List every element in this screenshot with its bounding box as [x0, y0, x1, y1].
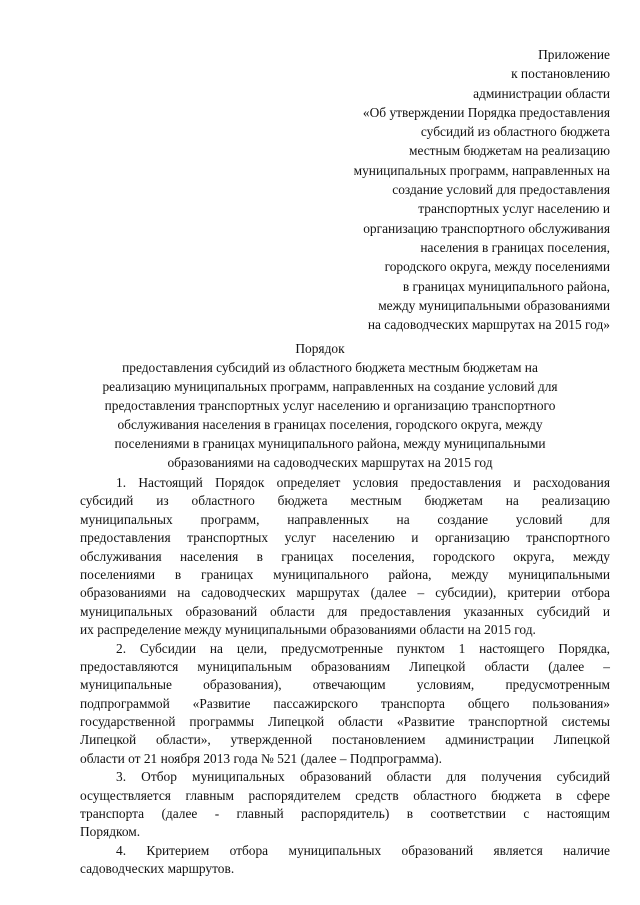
paragraph-line: предоставляются муниципальным образованиям Липецкой области (далее –	[80, 658, 610, 674]
subtitle-line: реализацию муниципальных программ, направленных на создание условий для	[102, 379, 558, 394]
paragraph-line: муниципальных программ, направленных на создание условий для	[80, 511, 610, 527]
paragraph-line: области от 21 ноября 2013 года № 521 (далее – Подпрограмма).	[80, 750, 442, 766]
appendix-line: «Об утверждении Порядка предоставления	[362, 104, 610, 120]
subtitle-line: предоставления субсидий из областного бюджета местным бюджетам на	[122, 360, 538, 375]
paragraph-line: муниципальных образований области для предоставления указанных субсидий и	[80, 603, 610, 619]
paragraph-line: осуществляется главным распорядителем средств областного бюджета в сфере	[80, 787, 610, 803]
appendix-line: муниципальных программ, направленных на	[353, 162, 610, 178]
appendix-line: местным бюджетам на реализацию	[408, 143, 610, 159]
appendix-line: администрации области	[473, 85, 610, 101]
paragraph-line: государственной программы Липецкой области «Развитие транспортной системы	[80, 714, 610, 730]
paragraph-line: Порядком.	[80, 824, 141, 840]
appendix-line: городского округа, между поселениями	[384, 259, 610, 275]
paragraph-line: образованиями на садоводческих маршрутах (далее – субсидии), критерии отбора	[80, 585, 610, 601]
paragraph-line: транспорта (далее - главный распорядитель) в соответствии с настоящим	[80, 806, 610, 822]
paragraph-line: обслуживания населения в границах поселения, городского округа, между	[80, 548, 610, 564]
paragraph-line: их распределение между муниципальными образованиями области на 2015 год.	[80, 622, 536, 638]
paragraph-line: предоставления транспортных услуг населению и организацию транспортного	[80, 530, 610, 546]
paragraph-2	[80, 640, 610, 769]
appendix-line: Приложение	[538, 47, 610, 62]
paragraph-line: Липецкой области», утвержденной постановлением администрации Липецкой	[80, 732, 610, 748]
paragraph-1	[80, 474, 610, 640]
appendix-line: к постановлению	[511, 66, 610, 82]
paragraph-line: поселениями в границах муниципального района, между муниципальными	[80, 566, 610, 582]
appendix-line: между муниципальными образованиями	[378, 297, 610, 313]
document-title: Порядок	[295, 341, 345, 356]
appendix-line: организацию транспортного обслуживания	[363, 220, 610, 236]
paragraph-line: садоводческих маршрутов.	[80, 861, 235, 877]
document-body	[80, 474, 610, 879]
paragraph-3	[80, 768, 610, 842]
document-subtitle	[80, 358, 580, 472]
paragraph-line: 1. Настоящий Порядок определяет условия предоставления и расходования	[116, 475, 610, 490]
paragraph-line: 4. Критерием отбора муниципальных образований является наличие	[116, 842, 610, 858]
paragraph-line: 2. Субсидии на цели, предусмотренные пунктом 1 настоящего Порядка,	[116, 640, 610, 656]
subtitle-line: обслуживания населения в границах поселения, городского округа, между	[117, 417, 543, 432]
paragraph-4	[80, 842, 610, 879]
appendix-line: населения в границах поселения,	[420, 239, 610, 255]
subtitle-line: предоставления транспортных услуг населению и организацию транспортного	[104, 398, 556, 413]
subtitle-line: поселениями в границах муниципального района, между муниципальными	[114, 436, 546, 451]
subtitle-line: образованиями на садоводческих маршрутах на 2015 год	[167, 455, 493, 470]
paragraph-line: подпрограммой «Развитие пассажирского транспорта общего пользования»	[80, 695, 610, 711]
appendix-header	[300, 45, 610, 334]
appendix-line: транспортных услуг населению и	[418, 201, 610, 217]
appendix-line: в границах муниципального района,	[402, 278, 610, 294]
paragraph-line: муниципальные образования), отвечающим условиям, предусмотренным	[80, 677, 610, 693]
paragraph-line: 3. Отбор муниципальных образований области для получения субсидий	[116, 769, 610, 785]
paragraph-line: субсидий из областного бюджета местным бюджетам на реализацию	[80, 493, 610, 509]
appendix-line: создание условий для предоставления	[392, 182, 610, 198]
appendix-line: на садоводческих маршрутах на 2015 год»	[367, 317, 610, 333]
appendix-line: субсидий из областного бюджета	[420, 124, 610, 140]
